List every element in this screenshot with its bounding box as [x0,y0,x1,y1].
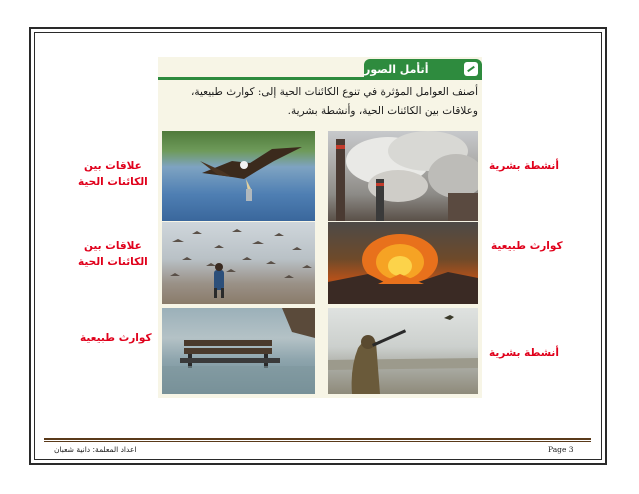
caption-bottom-right: أنشطة بشرية [489,347,559,359]
pencil-icon [464,62,478,76]
section-header-tab [364,59,482,79]
footer-rule [44,438,591,440]
photo-hunter [328,308,478,394]
photo-flooded-bench [162,308,315,394]
photo-volcano [328,222,478,304]
textbook-excerpt [158,57,482,398]
photo-eagle-fish [162,131,315,221]
footer-author: اعداد المعلمة: دانية شعبان [54,445,137,454]
caption-mid-right: كوارث طبيعية [491,240,563,252]
photo-birds-field [162,222,315,304]
photo-factory-smoke [328,131,478,221]
footer-rule-thin [44,441,591,442]
caption-mid-left [78,238,148,270]
section-header [158,57,482,81]
page-number: Page 3 [548,445,574,454]
caption-top-right: أنشطة بشرية [489,160,559,172]
caption-text: علاقات بين الكائنات الحية [78,240,148,268]
section-title: أتأمل الصور [364,62,429,76]
caption-text: علاقات بين الكائنات الحية [78,160,148,188]
caption-top-left [78,158,148,190]
caption-bottom-left: كوارث طبيعية [80,332,152,344]
intro-paragraph: أصنف العوامل المؤثرة في تنوع الكائنات الحية إلى: كوارث طبيعية، وعلاقات بين الكائنات الحية، وأنشطة بشرية. [190,86,478,117]
